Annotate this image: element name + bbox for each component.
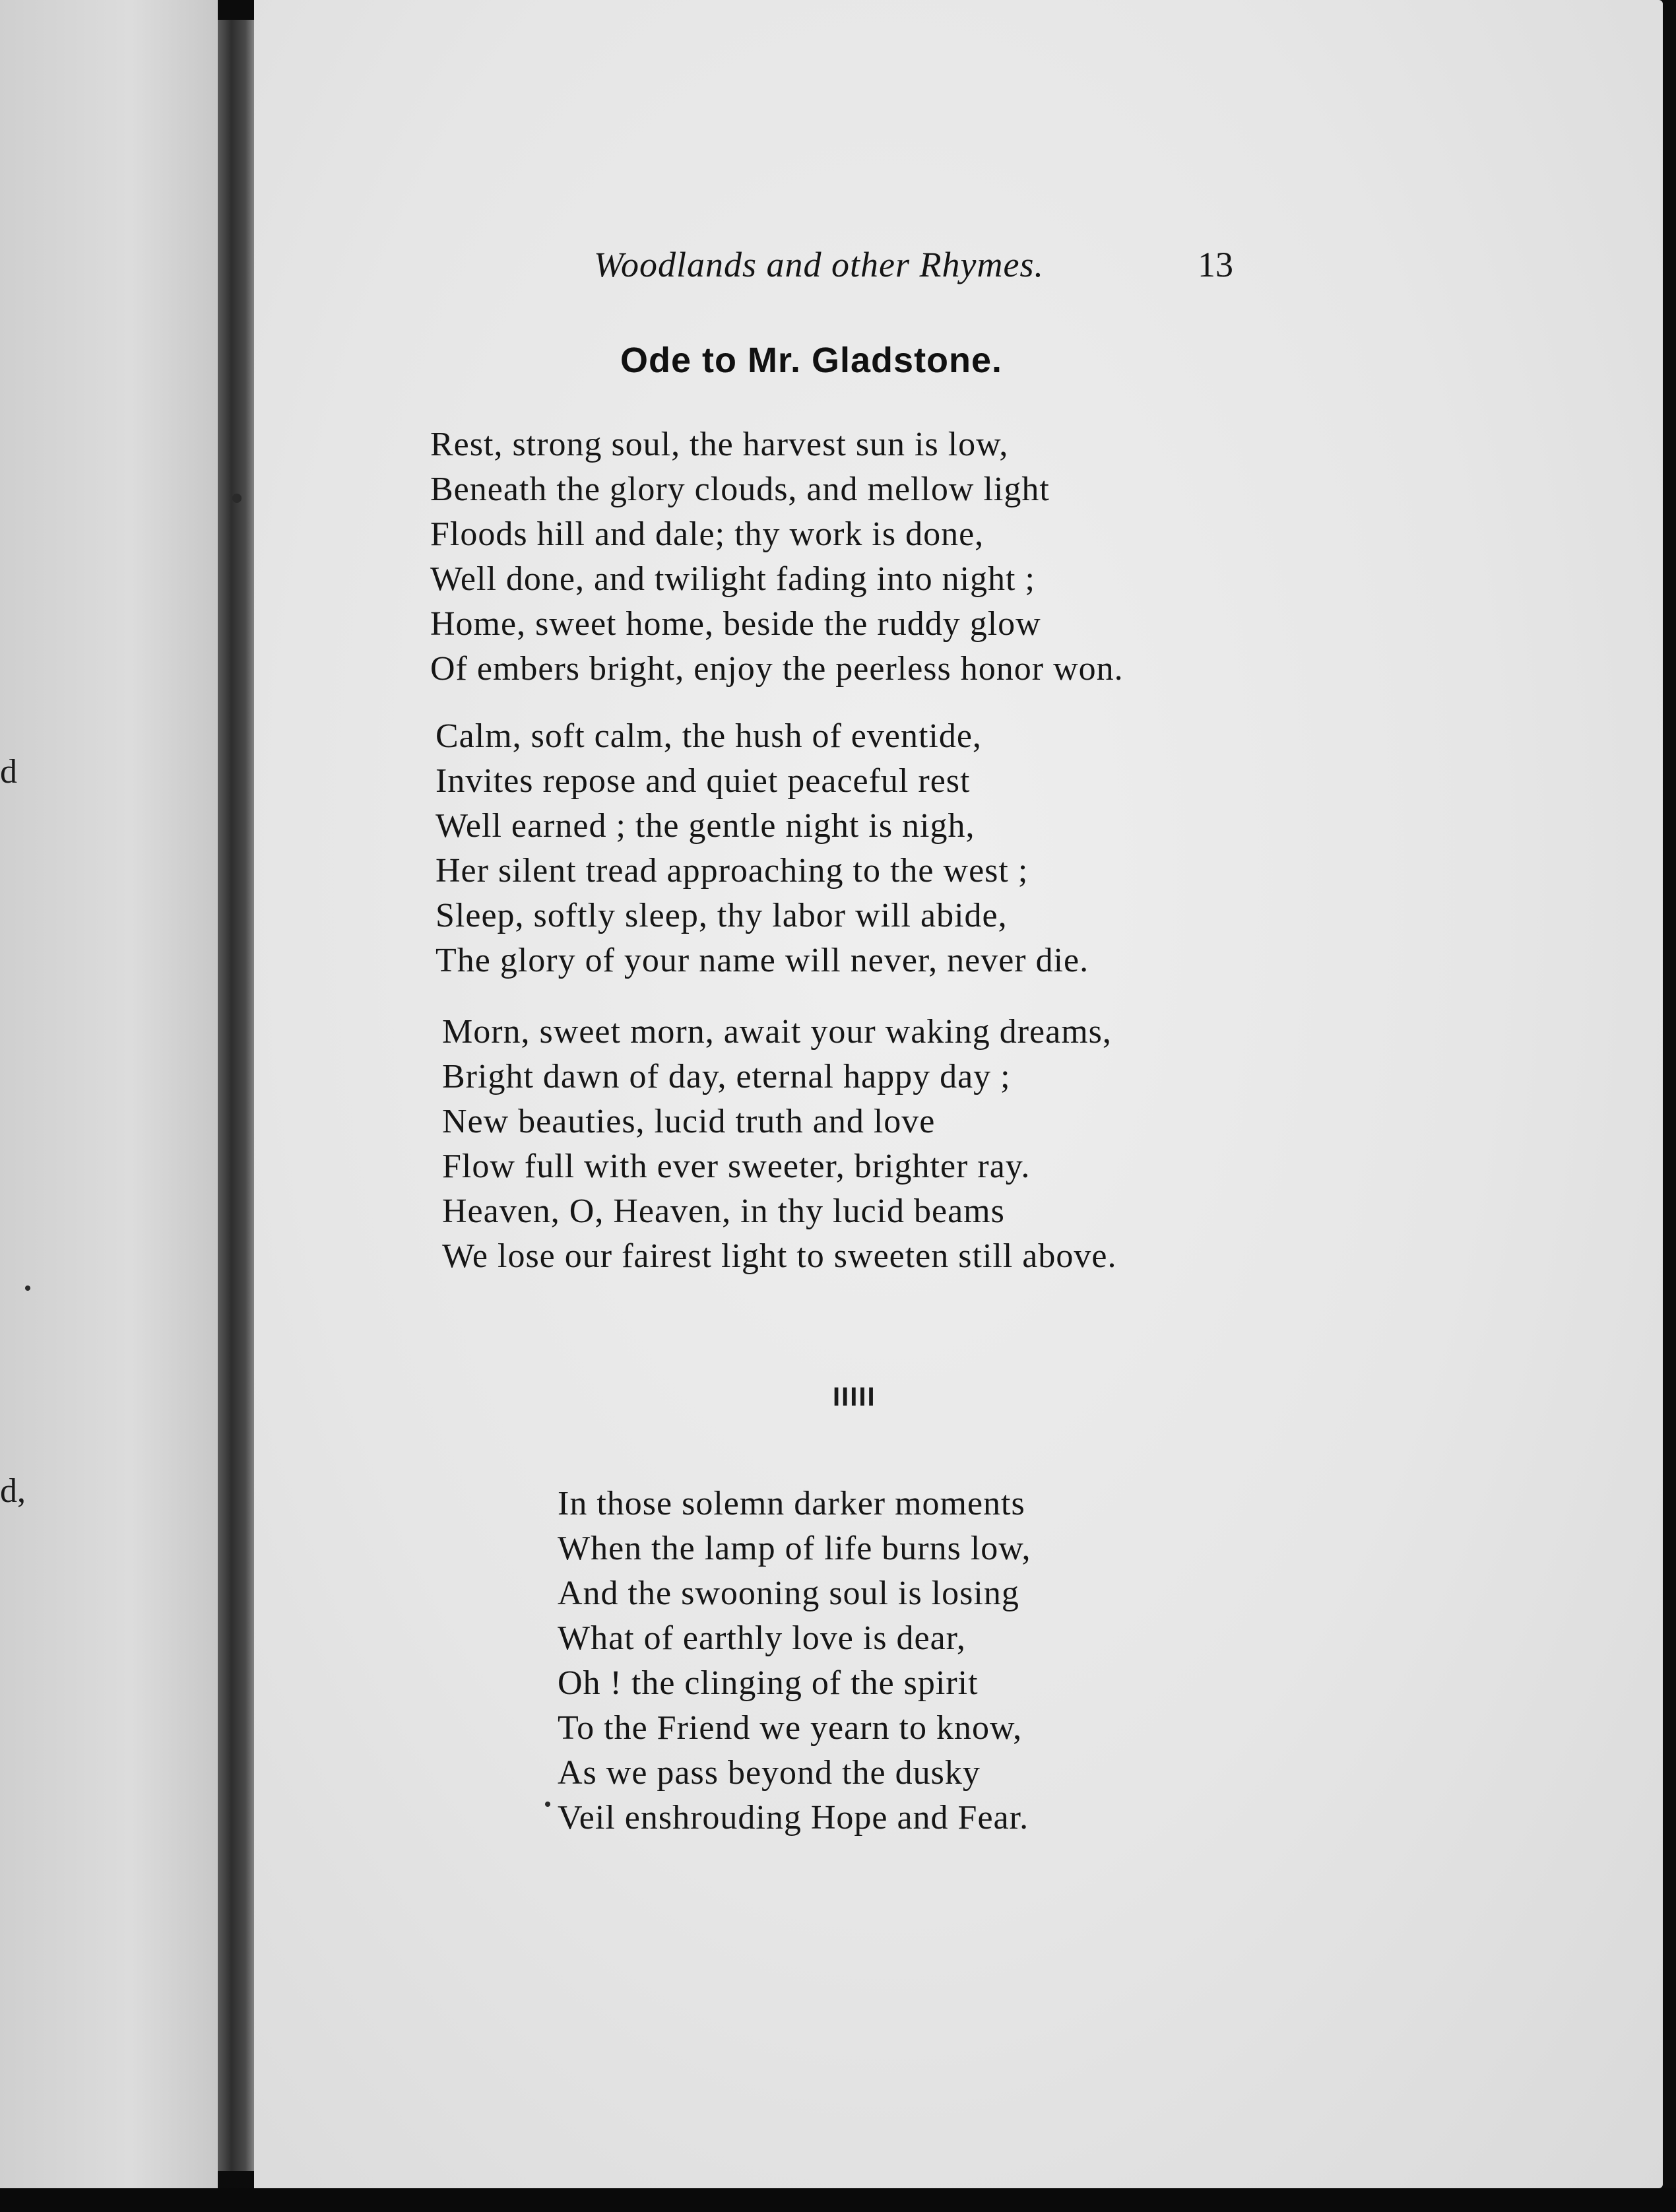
poem-line: Flow full with ever sweeter, brighter ray. (442, 1148, 1031, 1185)
poem-line: Bright dawn of day, eternal happy day ; (442, 1058, 1011, 1095)
stanza-2 (435, 714, 1089, 983)
poem-line: Floods hill and dale; thy work is done, (430, 515, 984, 553)
section-separator-ornament: IIIII (833, 1382, 876, 1412)
stanza-3 (442, 1010, 1116, 1279)
left-page-fragment: d (0, 753, 17, 791)
poem-line: When the lamp of life burns low, (558, 1530, 1031, 1567)
poem-line: Morn, sweet morn, await your waking dreams, (442, 1013, 1112, 1051)
running-head-title: Woodlands and other Rhymes. (594, 245, 1044, 284)
poem-line: Home, sweet home, beside the ruddy glow (430, 605, 1041, 643)
poem-title: Ode to Mr. Gladstone. (620, 341, 1003, 380)
poem-line: Heaven, O, Heaven, in thy lucid beams (442, 1192, 1005, 1230)
scan-speck (25, 1285, 30, 1291)
book-gutter (218, 20, 257, 2171)
scan-bottom-edge (0, 2188, 1676, 2212)
poem-line: Well done, and twilight fading into night ; (430, 560, 1035, 598)
second-poem (558, 1481, 1031, 1840)
poem-line: What of earthly love is dear, (558, 1619, 966, 1657)
poem-line: Sleep, softly sleep, thy labor will abide, (435, 897, 1008, 934)
poem-line: Rest, strong soul, the harvest sun is low, (430, 426, 1009, 463)
poem-line: To the Friend we yearn to know, (558, 1709, 1023, 1747)
poem-line: In those solemn darker moments (558, 1485, 1025, 1522)
poem-line: Calm, soft calm, the hush of eventide, (435, 717, 982, 755)
page-number: 13 (1198, 245, 1233, 284)
poem-line: As we pass beyond the dusky (558, 1754, 981, 1792)
stanza-1 (430, 422, 1124, 692)
poem-line: Oh ! the clinging of the spirit (558, 1664, 979, 1702)
scan-speck (232, 494, 242, 503)
poem-line: Her silent tread approaching to the west ; (435, 852, 1029, 890)
left-facing-page (0, 0, 218, 2212)
left-page-fragment: d, (0, 1472, 26, 1510)
poem-line: New beauties, lucid truth and love (442, 1103, 936, 1140)
poem-line: Well earned ; the gentle night is nigh, (435, 807, 975, 845)
poem-line: And the swooning soul is losing (558, 1575, 1019, 1612)
poem-line: Beneath the glory clouds, and mellow light (430, 471, 1050, 508)
poem-line: The glory of your name will never, never die. (435, 942, 1089, 979)
poem-line: Of embers bright, enjoy the peerless honor won. (430, 650, 1124, 688)
poem-line: Veil enshrouding Hope and Fear. (558, 1799, 1029, 1837)
scan-speck (545, 1802, 550, 1807)
poem-line: Invites repose and quiet peaceful rest (435, 762, 971, 800)
poem-line: We lose our fairest light to sweeten still above. (442, 1237, 1117, 1275)
